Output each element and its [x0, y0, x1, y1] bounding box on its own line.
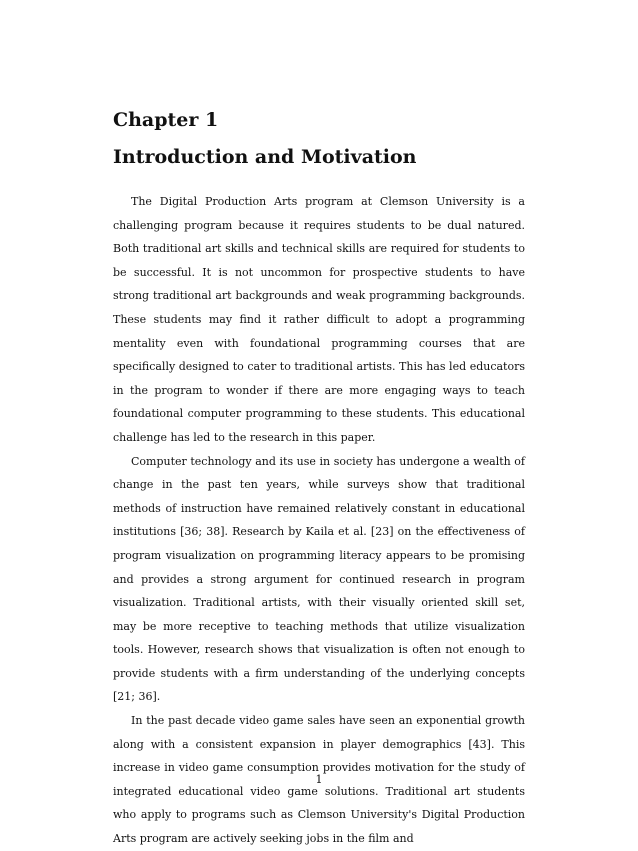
chapter-label: Chapter 1: [113, 109, 219, 131]
body-text: [113, 190, 525, 851]
paragraph-3: In the past decade video game sales have seen an exponential growth along with a consistent expansion in player demographics [43]. This increase in video game consumption provides motivation for the study of integrated educational video game solutions. Traditional art students who apply to programs such as Clemson University's Digital Production Arts program are actively seeking jobs in the film and: [113, 714, 525, 846]
page-number: 1: [315, 773, 323, 786]
paragraph-1: The Digital Production Arts program at Clemson University is a challenging program because it requires students to be dual natured. Both traditional art skills and technical skills are required for students to be successful. It is not uncommon for prospective students to have strong traditional art backgrounds and weak programming backgrounds. These students may find it rather difficult to adopt a programming mentality even with foundational programming courses that are specifically designed to cater to traditional artists. This has led educators in the program to wonder if there are more engaging ways to teach foundational computer programming to these students. This educational challenge has led to the research in this paper.: [113, 195, 525, 444]
paragraph-2: Computer technology and its use in society has undergone a wealth of change in the past ten years, while surveys show that traditional methods of instruction have remained relatively constant in educational institutions [36; 38]. Research by Kaila et al. [23] on the effectiveness of program visualization on programming literacy appears to be promising and provides a strong argument for continued research in program visualization. Traditional artists, with their visually oriented skill set, may be more receptive to teaching methods that utilize visualization tools. However, research shows that visualization is often not enough to provide students with a firm understanding of the underlying concepts [21; 36].: [113, 454, 525, 704]
chapter-title: Introduction and Motivation: [113, 146, 417, 168]
